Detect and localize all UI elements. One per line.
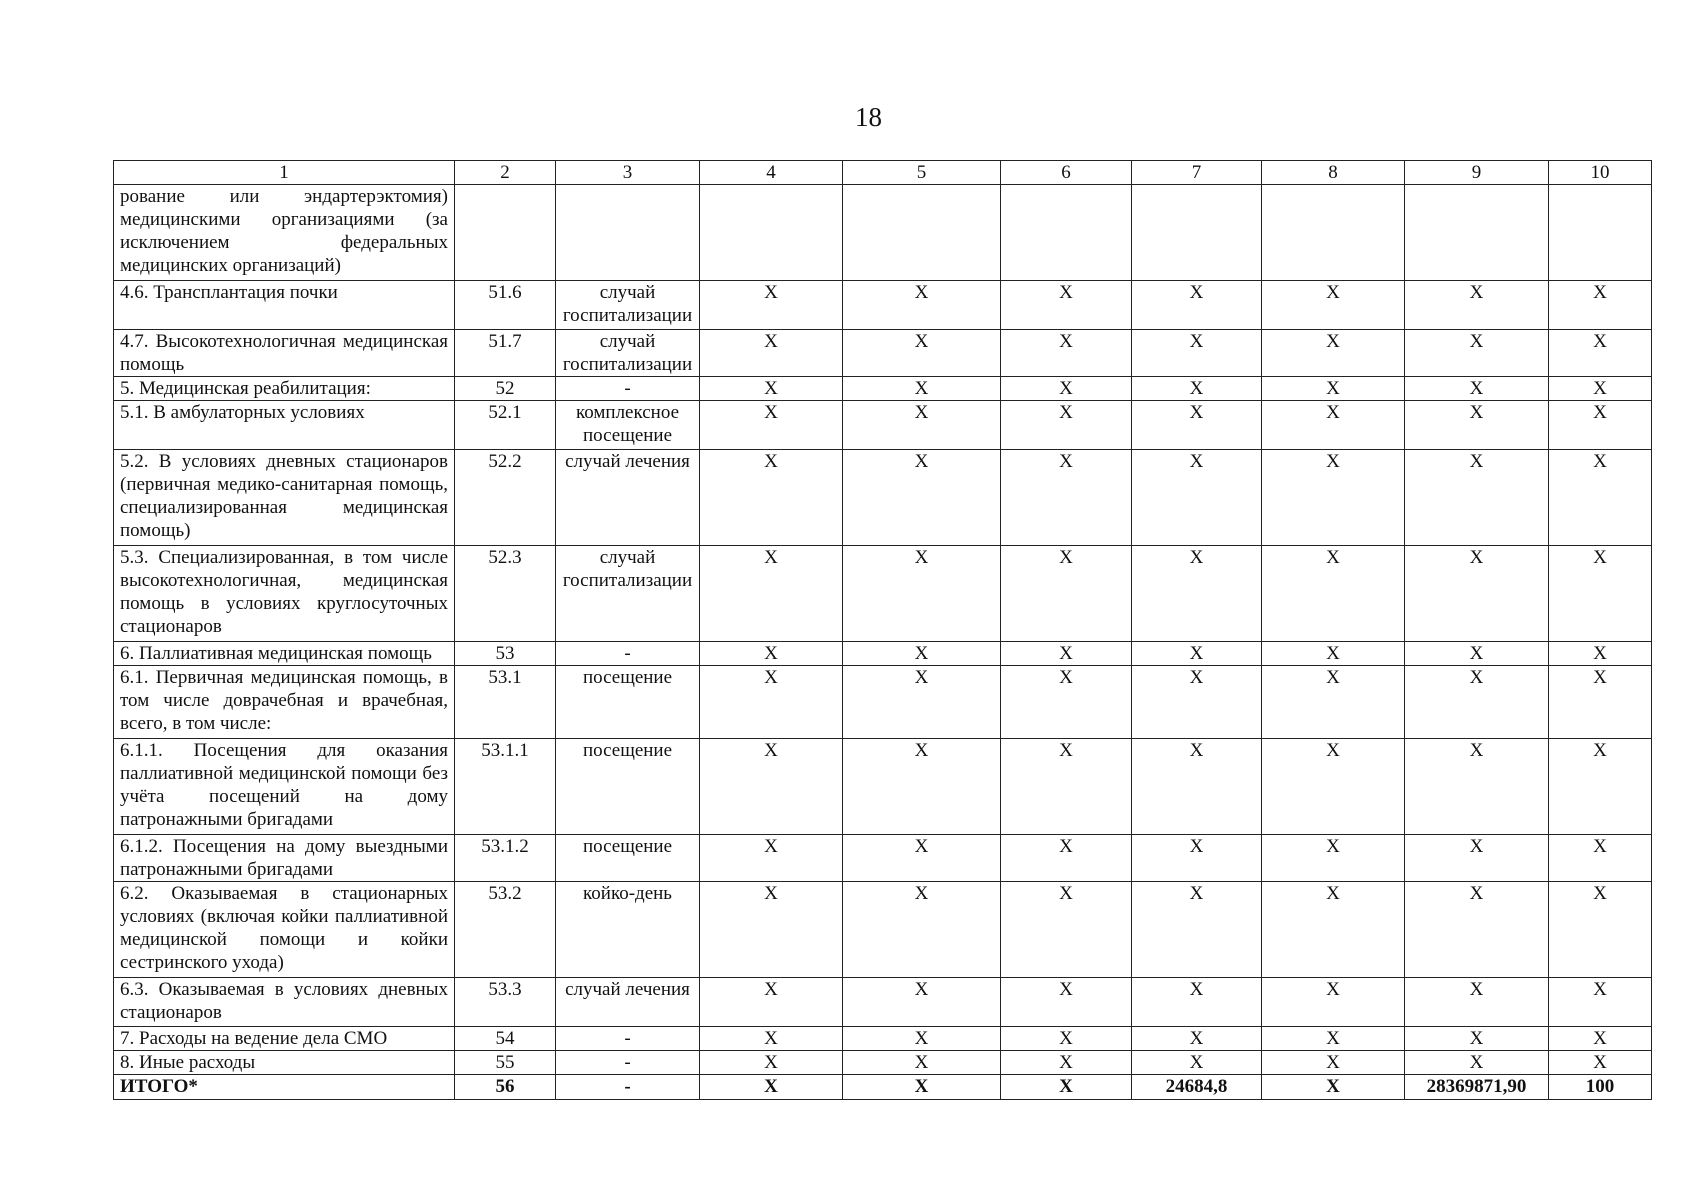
value-cell-col-10: X xyxy=(1549,401,1652,450)
value-cell-col-9: X xyxy=(1405,666,1549,739)
row-name-cell: 5.3. Специализированная, в том числе высокотехнологичная, медицинская помощь в условиях круглосуточных стационаров xyxy=(114,546,455,642)
value-cell-col-7: X xyxy=(1132,281,1262,330)
value-cell-col-4: X xyxy=(700,642,843,666)
value-cell-col-7: 24684,8 xyxy=(1132,1075,1262,1100)
value-cell-col-5: X xyxy=(843,835,1001,882)
row-name-cell: 6.1. Первичная медицинская помощь, в том числе доврачебная и врачебная, всего, в том числе: xyxy=(114,666,455,739)
value-cell-col-9: X xyxy=(1405,882,1549,978)
value-cell-col-10: X xyxy=(1549,330,1652,377)
value-cell-col-10: X xyxy=(1549,882,1652,978)
value-cell-col-6: X xyxy=(1001,450,1132,546)
value-cell-col-5: X xyxy=(843,739,1001,835)
row-name-cell: 6.1.1. Посещения для оказания паллиативной медицинской помощи без учёта посещений на дому патронажными бригадами xyxy=(114,739,455,835)
value-cell-col-5: X xyxy=(843,281,1001,330)
value-cell-col-6: X xyxy=(1001,281,1132,330)
row-unit-cell: - xyxy=(556,1027,700,1051)
value-cell-col-6: X xyxy=(1001,401,1132,450)
value-cell-col-6: X xyxy=(1001,546,1132,642)
row-name-cell: 8. Иные расходы xyxy=(114,1051,455,1075)
value-cell-col-5: X xyxy=(843,978,1001,1027)
table-row xyxy=(114,546,1652,642)
row-code-cell: 51.6 xyxy=(455,281,556,330)
value-cell-col-8: X xyxy=(1262,401,1405,450)
value-cell-col-6 xyxy=(1001,185,1132,281)
column-number-row xyxy=(114,161,1652,185)
value-cell-col-4: X xyxy=(700,882,843,978)
value-cell-col-6: X xyxy=(1001,978,1132,1027)
value-cell-col-4 xyxy=(700,185,843,281)
column-header-1: 1 xyxy=(114,161,455,185)
value-cell-col-8: X xyxy=(1262,666,1405,739)
row-unit-cell: случай госпитализации xyxy=(556,281,700,330)
value-cell-col-7: X xyxy=(1132,835,1262,882)
row-name-cell: 4.6. Трансплантация почки xyxy=(114,281,455,330)
value-cell-col-4: X xyxy=(700,450,843,546)
value-cell-col-10: X xyxy=(1549,377,1652,401)
column-header-10: 10 xyxy=(1549,161,1652,185)
value-cell-col-10: X xyxy=(1549,978,1652,1027)
table-row xyxy=(114,642,1652,666)
column-header-6: 6 xyxy=(1001,161,1132,185)
row-unit-cell: посещение xyxy=(556,835,700,882)
value-cell-col-9: X xyxy=(1405,450,1549,546)
value-cell-col-9: X xyxy=(1405,978,1549,1027)
value-cell-col-10: X xyxy=(1549,450,1652,546)
table-row xyxy=(114,835,1652,882)
row-name-cell: ИТОГО* xyxy=(114,1075,455,1100)
table-row xyxy=(114,281,1652,330)
value-cell-col-8: X xyxy=(1262,978,1405,1027)
value-cell-col-4: X xyxy=(700,1027,843,1051)
row-name-cell: 6. Паллиативная медицинская помощь xyxy=(114,642,455,666)
value-cell-col-10: X xyxy=(1549,546,1652,642)
value-cell-col-10: 100 xyxy=(1549,1075,1652,1100)
value-cell-col-8: X xyxy=(1262,739,1405,835)
value-cell-col-9: X xyxy=(1405,377,1549,401)
value-cell-col-6: X xyxy=(1001,666,1132,739)
table-row xyxy=(114,1027,1652,1051)
row-name-cell: 5. Медицинская реабилитация: xyxy=(114,377,455,401)
row-unit-cell: случай госпитализации xyxy=(556,330,700,377)
value-cell-col-4: X xyxy=(700,330,843,377)
value-cell-col-7: X xyxy=(1132,882,1262,978)
value-cell-col-7: X xyxy=(1132,377,1262,401)
value-cell-col-6: X xyxy=(1001,1027,1132,1051)
value-cell-col-8: X xyxy=(1262,882,1405,978)
row-code-cell: 54 xyxy=(455,1027,556,1051)
value-cell-col-5: X xyxy=(843,642,1001,666)
table-row xyxy=(114,450,1652,546)
row-code-cell: 53.1.2 xyxy=(455,835,556,882)
value-cell-col-7 xyxy=(1132,185,1262,281)
value-cell-col-8: X xyxy=(1262,281,1405,330)
value-cell-col-5: X xyxy=(843,330,1001,377)
row-code-cell: 53 xyxy=(455,642,556,666)
value-cell-col-5: X xyxy=(843,666,1001,739)
row-unit-cell: посещение xyxy=(556,666,700,739)
row-unit-cell: посещение xyxy=(556,739,700,835)
value-cell-col-10: X xyxy=(1549,739,1652,835)
value-cell-col-4: X xyxy=(700,666,843,739)
value-cell-col-7: X xyxy=(1132,642,1262,666)
table-row xyxy=(114,882,1652,978)
row-code-cell xyxy=(455,185,556,281)
value-cell-col-4: X xyxy=(700,1075,843,1100)
value-cell-col-7: X xyxy=(1132,1027,1262,1051)
value-cell-col-5: X xyxy=(843,1027,1001,1051)
row-unit-cell: случай лечения xyxy=(556,978,700,1027)
value-cell-col-5 xyxy=(843,185,1001,281)
value-cell-col-7: X xyxy=(1132,401,1262,450)
value-cell-col-7: X xyxy=(1132,978,1262,1027)
row-code-cell: 53.3 xyxy=(455,978,556,1027)
column-header-5: 5 xyxy=(843,161,1001,185)
value-cell-col-9: X xyxy=(1405,1027,1549,1051)
value-cell-col-7: X xyxy=(1132,546,1262,642)
row-unit-cell: койко-день xyxy=(556,882,700,978)
value-cell-col-9: X xyxy=(1405,642,1549,666)
value-cell-col-4: X xyxy=(700,281,843,330)
row-code-cell: 52.1 xyxy=(455,401,556,450)
row-unit-cell: случай лечения xyxy=(556,450,700,546)
value-cell-col-8: X xyxy=(1262,1051,1405,1075)
value-cell-col-5: X xyxy=(843,450,1001,546)
value-cell-col-4: X xyxy=(700,1051,843,1075)
row-code-cell: 53.1.1 xyxy=(455,739,556,835)
value-cell-col-9: X xyxy=(1405,835,1549,882)
row-code-cell: 52 xyxy=(455,377,556,401)
row-name-cell: 6.3. Оказываемая в условиях дневных стационаров xyxy=(114,978,455,1027)
value-cell-col-6: X xyxy=(1001,739,1132,835)
value-cell-col-6: X xyxy=(1001,835,1132,882)
table-row xyxy=(114,401,1652,450)
row-unit-cell: - xyxy=(556,1051,700,1075)
row-unit-cell: - xyxy=(556,1075,700,1100)
table-row xyxy=(114,1075,1652,1100)
value-cell-col-5: X xyxy=(843,1051,1001,1075)
value-cell-col-5: X xyxy=(843,401,1001,450)
table-row xyxy=(114,666,1652,739)
row-code-cell: 53.2 xyxy=(455,882,556,978)
row-name-cell: 4.7. Высокотехнологичная медицинская помощь xyxy=(114,330,455,377)
value-cell-col-4: X xyxy=(700,401,843,450)
value-cell-col-8: X xyxy=(1262,377,1405,401)
data-table xyxy=(113,160,1652,1100)
column-header-4: 4 xyxy=(700,161,843,185)
value-cell-col-4: X xyxy=(700,377,843,401)
value-cell-col-5: X xyxy=(843,546,1001,642)
value-cell-col-6: X xyxy=(1001,330,1132,377)
value-cell-col-4: X xyxy=(700,978,843,1027)
row-code-cell: 56 xyxy=(455,1075,556,1100)
value-cell-col-6: X xyxy=(1001,1075,1132,1100)
row-name-cell: 7. Расходы на ведение дела СМО xyxy=(114,1027,455,1051)
value-cell-col-9: 28369871,90 xyxy=(1405,1075,1549,1100)
row-name-cell: 5.2. В условиях дневных стационаров (первичная медико-санитарная помощь, специализированная медицинская помощь) xyxy=(114,450,455,546)
value-cell-col-4: X xyxy=(700,739,843,835)
table-row xyxy=(114,377,1652,401)
table-header xyxy=(114,161,1652,185)
page-number: 18 xyxy=(855,102,882,132)
value-cell-col-10: X xyxy=(1549,1051,1652,1075)
table-row xyxy=(114,185,1652,281)
row-code-cell: 53.1 xyxy=(455,666,556,739)
column-header-7: 7 xyxy=(1132,161,1262,185)
table-row xyxy=(114,330,1652,377)
value-cell-col-5: X xyxy=(843,1075,1001,1100)
row-code-cell: 55 xyxy=(455,1051,556,1075)
value-cell-col-8: X xyxy=(1262,1075,1405,1100)
value-cell-col-8: X xyxy=(1262,330,1405,377)
value-cell-col-9: X xyxy=(1405,739,1549,835)
value-cell-col-9: X xyxy=(1405,546,1549,642)
value-cell-col-10: X xyxy=(1549,666,1652,739)
row-name-cell: 5.1. В амбулаторных условиях xyxy=(114,401,455,450)
value-cell-col-8: X xyxy=(1262,642,1405,666)
value-cell-col-4: X xyxy=(700,546,843,642)
value-cell-col-5: X xyxy=(843,882,1001,978)
column-header-2: 2 xyxy=(455,161,556,185)
value-cell-col-7: X xyxy=(1132,666,1262,739)
table-row xyxy=(114,739,1652,835)
value-cell-col-9: X xyxy=(1405,1051,1549,1075)
row-unit-cell: - xyxy=(556,642,700,666)
row-unit-cell xyxy=(556,185,700,281)
value-cell-col-10: X xyxy=(1549,835,1652,882)
value-cell-col-10: X xyxy=(1549,642,1652,666)
value-cell-col-10 xyxy=(1549,185,1652,281)
value-cell-col-9: X xyxy=(1405,330,1549,377)
value-cell-col-7: X xyxy=(1132,739,1262,835)
column-header-3: 3 xyxy=(556,161,700,185)
value-cell-col-7: X xyxy=(1132,330,1262,377)
value-cell-col-6: X xyxy=(1001,882,1132,978)
value-cell-col-10: X xyxy=(1549,281,1652,330)
value-cell-col-6: X xyxy=(1001,1051,1132,1075)
column-header-9: 9 xyxy=(1405,161,1549,185)
value-cell-col-8 xyxy=(1262,185,1405,281)
value-cell-col-7: X xyxy=(1132,450,1262,546)
value-cell-col-6: X xyxy=(1001,642,1132,666)
value-cell-col-8: X xyxy=(1262,450,1405,546)
table-row xyxy=(114,978,1652,1027)
value-cell-col-4: X xyxy=(700,835,843,882)
row-code-cell: 52.3 xyxy=(455,546,556,642)
row-name-cell: 6.2. Оказываемая в стационарных условиях (включая койки паллиативной медицинской помощи и койки сестринского ухода) xyxy=(114,882,455,978)
row-unit-cell: - xyxy=(556,377,700,401)
table-row xyxy=(114,1051,1652,1075)
row-name-cell: рование или эндартерэктомия) медицинскими организациями (за исключением федеральных медицинских организаций) xyxy=(114,185,455,281)
value-cell-col-8: X xyxy=(1262,1027,1405,1051)
value-cell-col-5: X xyxy=(843,377,1001,401)
value-cell-col-9 xyxy=(1405,185,1549,281)
value-cell-col-7: X xyxy=(1132,1051,1262,1075)
row-unit-cell: случай госпитализации xyxy=(556,546,700,642)
value-cell-col-8: X xyxy=(1262,546,1405,642)
row-code-cell: 52.2 xyxy=(455,450,556,546)
table-body xyxy=(114,185,1652,1100)
value-cell-col-8: X xyxy=(1262,835,1405,882)
value-cell-col-9: X xyxy=(1405,401,1549,450)
row-code-cell: 51.7 xyxy=(455,330,556,377)
value-cell-col-6: X xyxy=(1001,377,1132,401)
row-unit-cell: комплексное посещение xyxy=(556,401,700,450)
value-cell-col-9: X xyxy=(1405,281,1549,330)
column-header-8: 8 xyxy=(1262,161,1405,185)
row-name-cell: 6.1.2. Посещения на дому выездными патронажными бригадами xyxy=(114,835,455,882)
value-cell-col-10: X xyxy=(1549,1027,1652,1051)
